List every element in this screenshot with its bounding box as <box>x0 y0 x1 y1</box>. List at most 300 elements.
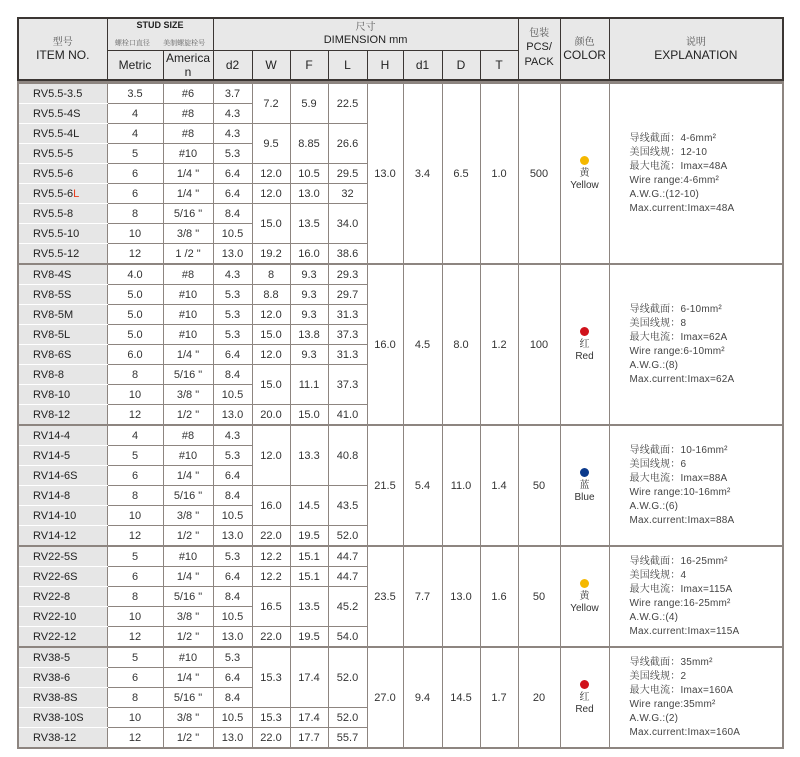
l-cell: 44.7 <box>328 567 367 587</box>
explanation-cell <box>609 647 783 748</box>
d1-cell: 3.4 <box>403 83 442 265</box>
f-cell: 11.1 <box>290 365 328 405</box>
item-no-cell <box>18 668 107 688</box>
item-no: RV38-12 <box>33 731 77 744</box>
item-no: RV5.5-4S <box>33 107 81 120</box>
metric-cell: 12 <box>107 244 163 265</box>
item-no-cell <box>18 285 107 305</box>
explanation-line: 最大电流：Imax=115A <box>629 583 733 595</box>
w-cell: 22.0 <box>252 526 290 547</box>
item-no-cell <box>18 184 107 204</box>
f-cell: 17.7 <box>290 728 328 749</box>
american-cell: #8 <box>163 264 213 285</box>
item-no: RV5.5-12 <box>33 247 80 260</box>
explanation-line: Wire range:35mm² <box>629 698 716 710</box>
header-col-l: L <box>328 51 367 81</box>
item-no: RV22-5S <box>33 550 78 563</box>
header-item-en: ITEM NO. <box>36 47 90 62</box>
w-cell: 12.0 <box>252 184 290 204</box>
l-cell: 41.0 <box>328 405 367 426</box>
color-dot-icon <box>580 680 589 689</box>
explanation-line: A.W.G.:(6) <box>629 500 679 512</box>
item-no: RV5.5-4L <box>33 127 80 140</box>
color-cell <box>560 264 609 425</box>
item-no-cell <box>18 83 107 104</box>
metric-cell: 12 <box>107 405 163 426</box>
w-cell: 8.8 <box>252 285 290 305</box>
color-dot-icon <box>580 579 589 588</box>
d2-cell: 5.3 <box>213 285 252 305</box>
f-cell: 17.4 <box>290 647 328 708</box>
item-no: RV38-5 <box>33 651 71 664</box>
d2-cell: 8.4 <box>213 365 252 385</box>
item-no: RV8-6S <box>33 348 72 361</box>
t-cell: 1.4 <box>480 425 518 546</box>
item-no: RV8-4S <box>33 268 72 281</box>
metric-cell: 5.0 <box>107 325 163 345</box>
f-cell: 13.3 <box>290 425 328 486</box>
h-cell: 21.5 <box>367 425 403 546</box>
d2-cell: 4.3 <box>213 124 252 144</box>
metric-cell: 4 <box>107 124 163 144</box>
metric-cell: 6.0 <box>107 345 163 365</box>
metric-cell: 5.0 <box>107 305 163 325</box>
item-no-cell <box>18 607 107 627</box>
item-no-cell <box>18 325 107 345</box>
american-cell: 1/2 " <box>163 405 213 426</box>
color-dot-icon <box>580 468 589 477</box>
explanation-line: Wire range:16-25mm² <box>629 597 731 609</box>
explanation-cell <box>609 83 783 265</box>
d2-cell: 5.3 <box>213 144 252 164</box>
metric-cell: 6 <box>107 668 163 688</box>
item-no: RV5.5-6 <box>33 187 74 200</box>
l-cell: 37.3 <box>328 365 367 405</box>
american-cell: 3/8 " <box>163 506 213 526</box>
header-col-d: D <box>442 51 480 81</box>
color-name-cn: 红 <box>579 338 590 350</box>
l-cell: 45.2 <box>328 587 367 627</box>
explanation-line: Max.current:Imax=48A <box>629 202 735 214</box>
item-no: RV8-5M <box>33 308 74 321</box>
item-no: RV8-8 <box>33 368 64 381</box>
w-cell: 7.2 <box>252 83 290 124</box>
header-color <box>560 18 609 80</box>
item-no-cell <box>18 466 107 486</box>
american-cell: 1/4 " <box>163 184 213 204</box>
l-cell: 29.5 <box>328 164 367 184</box>
w-cell: 12.0 <box>252 345 290 365</box>
color-cell <box>560 83 609 265</box>
f-cell: 15.1 <box>290 546 328 567</box>
explanation-line: 导线截面：4-6mm² <box>629 132 717 144</box>
color-name-en: Yellow <box>570 602 599 614</box>
l-cell: 31.3 <box>328 305 367 325</box>
metric-cell: 10 <box>107 385 163 405</box>
f-cell: 15.0 <box>290 405 328 426</box>
metric-cell: 5 <box>107 647 163 668</box>
d2-cell: 5.3 <box>213 546 252 567</box>
d2-cell: 8.4 <box>213 587 252 607</box>
american-cell: #10 <box>163 285 213 305</box>
item-no-cell <box>18 305 107 325</box>
american-cell: #10 <box>163 546 213 567</box>
american-cell: #10 <box>163 647 213 668</box>
w-cell: 12.2 <box>252 567 290 587</box>
item-no: RV5.5-8 <box>33 207 74 220</box>
f-cell: 13.0 <box>290 184 328 204</box>
l-cell: 52.0 <box>328 647 367 708</box>
w-cell: 15.0 <box>252 204 290 244</box>
d2-cell: 10.5 <box>213 607 252 627</box>
d1-cell: 9.4 <box>403 647 442 748</box>
d2-cell: 13.0 <box>213 627 252 648</box>
color-dot-icon <box>580 327 589 336</box>
spec-table-header <box>17 17 784 81</box>
header-col-w: W <box>252 51 290 81</box>
d2-cell: 10.5 <box>213 708 252 728</box>
item-no: RV5.5-3.5 <box>33 87 83 100</box>
l-cell: 31.3 <box>328 345 367 365</box>
item-no-cell <box>18 124 107 144</box>
w-cell: 22.0 <box>252 627 290 648</box>
metric-cell: 10 <box>107 224 163 244</box>
header-color-cn: 颜色 <box>574 36 595 48</box>
american-cell: 5/16 " <box>163 688 213 708</box>
color-name-cn: 黄 <box>579 590 590 602</box>
american-cell: #8 <box>163 124 213 144</box>
explanation-line: A.W.G.:(12-10) <box>629 188 699 200</box>
header-explanation <box>609 18 783 80</box>
f-cell: 19.5 <box>290 526 328 547</box>
explanation-line: A.W.G.:(4) <box>629 611 679 623</box>
pcs-pack-cell: 20 <box>518 647 560 748</box>
color-dot-icon <box>580 156 589 165</box>
header-stud-en: STUD SIZE <box>136 20 184 30</box>
d2-cell: 6.4 <box>213 164 252 184</box>
color-name-en: Yellow <box>570 179 599 191</box>
item-no-cell <box>18 526 107 547</box>
item-no: RV14-6S <box>33 469 78 482</box>
header-stud-cn-american: 美制螺旋栓号 <box>163 40 206 47</box>
metric-cell: 4 <box>107 104 163 124</box>
header-pack <box>518 18 560 80</box>
w-cell: 19.2 <box>252 244 290 265</box>
d1-cell: 4.5 <box>403 264 442 425</box>
item-no-cell <box>18 567 107 587</box>
f-cell: 15.1 <box>290 567 328 587</box>
color-name-cn: 红 <box>579 691 590 703</box>
h-cell: 13.0 <box>367 83 403 265</box>
header-col-f: F <box>290 51 328 81</box>
american-cell: 5/16 " <box>163 365 213 385</box>
w-cell: 22.0 <box>252 728 290 749</box>
header-dimension <box>213 18 518 51</box>
l-cell: 52.0 <box>328 526 367 547</box>
metric-cell: 8 <box>107 365 163 385</box>
american-cell: 1 /2 " <box>163 244 213 265</box>
f-cell: 8.85 <box>290 124 328 164</box>
item-no-highlight: L <box>73 187 80 200</box>
item-no-cell <box>18 264 107 285</box>
d2-cell: 13.0 <box>213 405 252 426</box>
item-no-cell <box>18 688 107 708</box>
pcs-pack-cell: 500 <box>518 83 560 265</box>
w-cell: 15.3 <box>252 708 290 728</box>
explanation-line: Wire range:6-10mm² <box>629 345 725 357</box>
header-col-h: H <box>367 51 403 81</box>
header-item-no <box>18 18 107 80</box>
d2-cell: 10.5 <box>213 506 252 526</box>
h-cell: 27.0 <box>367 647 403 748</box>
metric-cell: 4.0 <box>107 264 163 285</box>
metric-cell: 8 <box>107 688 163 708</box>
item-no-cell <box>18 708 107 728</box>
d2-cell: 5.3 <box>213 325 252 345</box>
d-cell: 6.5 <box>442 83 480 265</box>
d2-cell: 5.3 <box>213 446 252 466</box>
d-cell: 11.0 <box>442 425 480 546</box>
header-expl-en: EXPLANATION <box>654 47 738 62</box>
metric-cell: 12 <box>107 627 163 648</box>
item-no: RV22-6S <box>33 570 78 583</box>
item-no-cell <box>18 345 107 365</box>
d1-cell: 7.7 <box>403 546 442 647</box>
american-cell: #8 <box>163 425 213 446</box>
item-no-cell <box>18 728 107 749</box>
table-row <box>18 546 783 567</box>
explanation-line: 美国线规：8 <box>629 317 687 329</box>
t-cell: 1.6 <box>480 546 518 647</box>
american-cell: 3/8 " <box>163 607 213 627</box>
color-name-en: Red <box>575 703 594 715</box>
item-no-cell <box>18 486 107 506</box>
d2-cell: 10.5 <box>213 224 252 244</box>
item-no: RV14-4 <box>33 429 71 442</box>
item-no: RV38-8S <box>33 691 78 704</box>
f-cell: 16.0 <box>290 244 328 265</box>
header-col-t: T <box>480 51 518 81</box>
d2-cell: 5.3 <box>213 647 252 668</box>
l-cell: 29.7 <box>328 285 367 305</box>
explanation-line: Max.current:Imax=115A <box>629 625 740 637</box>
pcs-pack-cell: 50 <box>518 425 560 546</box>
l-cell: 29.3 <box>328 264 367 285</box>
explanation-line: 导线截面：10-16mm² <box>629 444 728 456</box>
d-cell: 13.0 <box>442 546 480 647</box>
l-cell: 32 <box>328 184 367 204</box>
metric-cell: 5 <box>107 144 163 164</box>
d2-cell: 3.7 <box>213 83 252 104</box>
d2-cell: 6.4 <box>213 466 252 486</box>
american-cell: 1/4 " <box>163 345 213 365</box>
color-name-en: Red <box>575 350 594 362</box>
f-cell: 14.5 <box>290 486 328 526</box>
item-no: RV38-6 <box>33 671 71 684</box>
explanation-cell <box>609 425 783 546</box>
l-cell: 40.8 <box>328 425 367 486</box>
w-cell: 12.0 <box>252 164 290 184</box>
l-cell: 54.0 <box>328 627 367 648</box>
metric-cell: 6 <box>107 567 163 587</box>
w-cell: 12.0 <box>252 305 290 325</box>
explanation-line: 最大电流：Imax=48A <box>629 160 728 172</box>
explanation-line: 导线截面：16-25mm² <box>629 555 728 567</box>
item-no: RV14-10 <box>33 509 77 522</box>
explanation-line: Wire range:4-6mm² <box>629 174 720 186</box>
pcs-pack-cell: 50 <box>518 546 560 647</box>
h-cell: 23.5 <box>367 546 403 647</box>
header-pack-cn: 包装 <box>529 28 550 39</box>
american-cell: 1/4 " <box>163 668 213 688</box>
american-cell: 1/4 " <box>163 567 213 587</box>
f-cell: 9.3 <box>290 345 328 365</box>
f-cell: 5.9 <box>290 83 328 124</box>
american-cell: #10 <box>163 305 213 325</box>
american-cell: #10 <box>163 144 213 164</box>
metric-cell: 5 <box>107 446 163 466</box>
metric-cell: 6 <box>107 466 163 486</box>
f-cell: 10.5 <box>290 164 328 184</box>
w-cell: 9.5 <box>252 124 290 164</box>
explanation-line: 美国线规：4 <box>629 569 687 581</box>
metric-cell: 10 <box>107 506 163 526</box>
f-cell: 13.5 <box>290 587 328 627</box>
f-cell: 9.3 <box>290 285 328 305</box>
metric-cell: 3.5 <box>107 83 163 104</box>
explanation-line: 美国线规：12-10 <box>629 146 708 158</box>
table-row <box>18 647 783 668</box>
metric-cell: 10 <box>107 708 163 728</box>
item-no: RV5.5-6 <box>33 167 74 180</box>
item-no-cell <box>18 405 107 426</box>
explanation-cell <box>609 264 783 425</box>
item-no: RV22-10 <box>33 610 77 623</box>
american-cell: 5/16 " <box>163 587 213 607</box>
american-cell: 5/16 " <box>163 204 213 224</box>
explanation-line: Max.current:Imax=160A <box>629 726 741 738</box>
table-row <box>18 264 783 285</box>
d2-cell: 13.0 <box>213 728 252 749</box>
d-cell: 14.5 <box>442 647 480 748</box>
header-col-d1: d1 <box>403 51 442 81</box>
color-name-en: Blue <box>574 491 595 503</box>
metric-cell: 5 <box>107 546 163 567</box>
w-cell: 16.5 <box>252 587 290 627</box>
table-row <box>18 425 783 446</box>
l-cell: 44.7 <box>328 546 367 567</box>
f-cell: 9.3 <box>290 264 328 285</box>
item-no: RV14-8 <box>33 489 71 502</box>
explanation-line: 美国线规：2 <box>629 670 687 682</box>
item-no-cell <box>18 587 107 607</box>
f-cell: 13.8 <box>290 325 328 345</box>
item-no: RV8-12 <box>33 408 71 421</box>
explanation-line: A.W.G.:(8) <box>629 359 679 371</box>
d2-cell: 8.4 <box>213 688 252 708</box>
d2-cell: 13.0 <box>213 526 252 547</box>
d1-cell: 5.4 <box>403 425 442 546</box>
color-cell <box>560 546 609 647</box>
t-cell: 1.0 <box>480 83 518 265</box>
f-cell: 19.5 <box>290 627 328 648</box>
item-no-cell <box>18 446 107 466</box>
l-cell: 34.0 <box>328 204 367 244</box>
explanation-line: 导线截面：35mm² <box>629 656 713 668</box>
american-cell: #8 <box>163 104 213 124</box>
item-no-cell <box>18 104 107 124</box>
item-no: RV8-5L <box>33 328 71 341</box>
explanation-line: 最大电流：Imax=62A <box>629 331 728 343</box>
metric-cell: 8 <box>107 486 163 506</box>
american-cell: 1/2 " <box>163 728 213 749</box>
american-cell: 3/8 " <box>163 708 213 728</box>
metric-cell: 8 <box>107 204 163 224</box>
explanation-line: 最大电流：Imax=88A <box>629 472 728 484</box>
explanation-line: Max.current:Imax=88A <box>629 514 735 526</box>
metric-cell: 5.0 <box>107 285 163 305</box>
l-cell: 26.6 <box>328 124 367 164</box>
header-stud-size <box>107 18 213 51</box>
d2-cell: 8.4 <box>213 204 252 224</box>
pcs-pack-cell: 100 <box>518 264 560 425</box>
american-cell: 1/2 " <box>163 526 213 547</box>
item-no: RV14-12 <box>33 529 77 542</box>
color-name-cn: 蓝 <box>579 479 590 491</box>
metric-cell: 12 <box>107 728 163 749</box>
w-cell: 15.0 <box>252 325 290 345</box>
w-cell: 15.3 <box>252 647 290 708</box>
item-no-cell <box>18 627 107 648</box>
d2-cell: 13.0 <box>213 244 252 265</box>
header-expl-cn: 说明 <box>685 36 706 48</box>
f-cell: 17.4 <box>290 708 328 728</box>
header-pack-en: PCS/ PACK <box>524 41 554 68</box>
item-no: RV8-10 <box>33 388 71 401</box>
d2-cell: 6.4 <box>213 345 252 365</box>
l-cell: 22.5 <box>328 83 367 124</box>
w-cell: 15.0 <box>252 365 290 405</box>
header-col-d2: d2 <box>213 51 252 81</box>
item-no-cell <box>18 365 107 385</box>
color-cell <box>560 647 609 748</box>
item-no-cell <box>18 224 107 244</box>
t-cell: 1.2 <box>480 264 518 425</box>
explanation-line: 美国线规：6 <box>629 458 687 470</box>
american-cell: 1/4 " <box>163 164 213 184</box>
explanation-line: 导线截面：6-10mm² <box>629 303 722 315</box>
item-no-cell <box>18 164 107 184</box>
explanation-line: 最大电流：Imax=160A <box>629 684 734 696</box>
l-cell: 43.5 <box>328 486 367 526</box>
american-cell: 3/8 " <box>163 224 213 244</box>
metric-cell: 12 <box>107 526 163 547</box>
american-cell: #10 <box>163 325 213 345</box>
american-cell: 1/4 " <box>163 466 213 486</box>
metric-cell: 6 <box>107 164 163 184</box>
item-no: RV22-8 <box>33 590 71 603</box>
item-no-cell <box>18 385 107 405</box>
w-cell: 16.0 <box>252 486 290 526</box>
d2-cell: 4.3 <box>213 425 252 446</box>
header-stud-cn-metric: 螺栓口直径 <box>114 40 150 47</box>
explanation-line: A.W.G.:(2) <box>629 712 679 724</box>
item-no: RV5.5-10 <box>33 227 80 240</box>
d2-cell: 6.4 <box>213 668 252 688</box>
item-no-cell <box>18 144 107 164</box>
l-cell: 55.7 <box>328 728 367 749</box>
d2-cell: 4.3 <box>213 264 252 285</box>
